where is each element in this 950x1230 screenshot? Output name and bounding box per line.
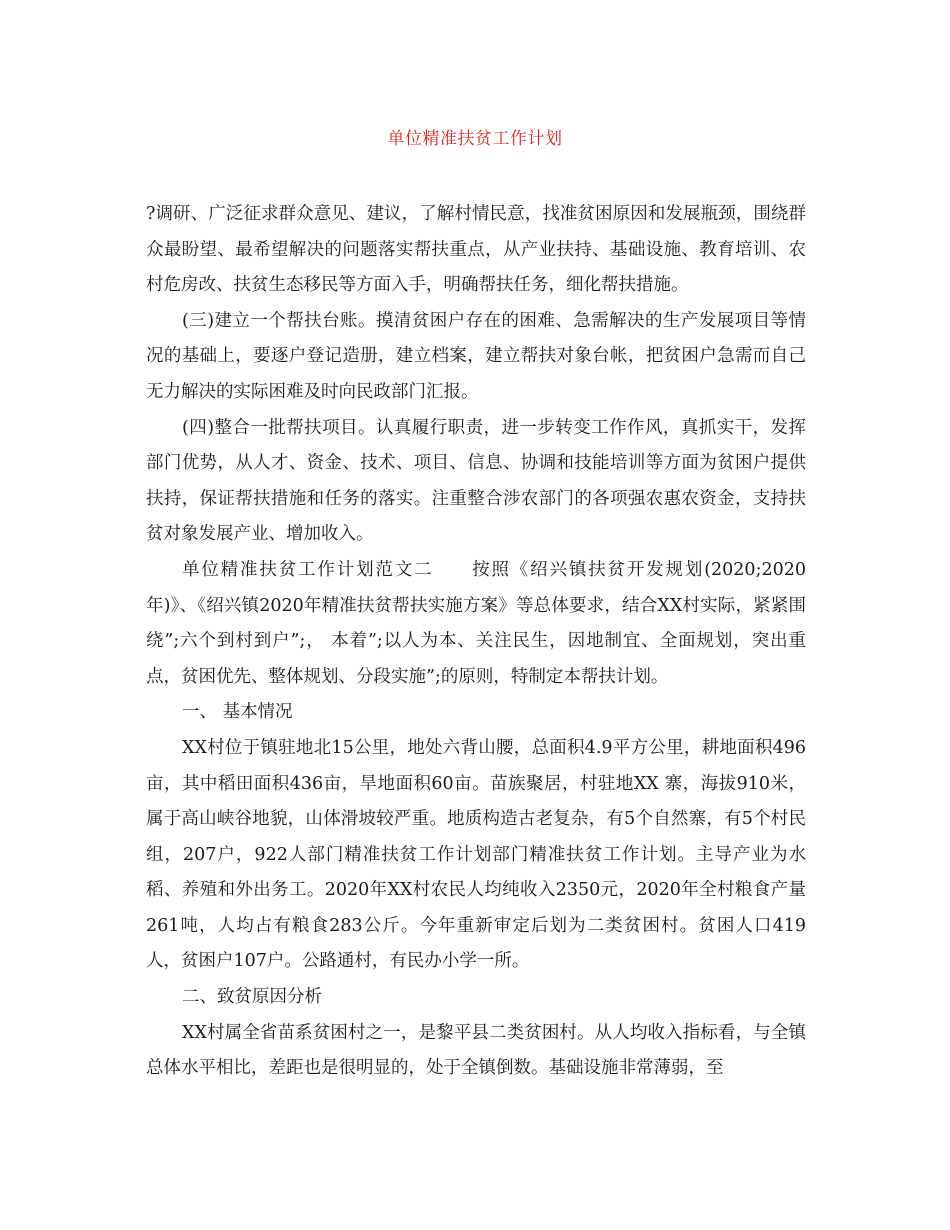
section-heading: 二、致贫原因分析 xyxy=(182,987,322,1008)
paragraph: ?调研、广泛征求群众意见、建议，了解村情民意，找准贫困原因和发展瓶颈，围绕群众最盼望、最希望解决的问题落实帮扶重点，从产业扶持、基础设施、教育培训、农村危房改、扶贫生态移民等方面入手，明确帮扶任务，细化帮扶措施。 xyxy=(146,204,806,296)
document-body xyxy=(146,197,806,1087)
section-heading: 一、 基本情况 xyxy=(182,702,293,723)
document-title: 单位精准扶贫工作计划 xyxy=(387,129,563,149)
paragraph: (四)整合一批帮扶项目。认真履行职责，进一步转变工作作风，真抓实干，发挥部门优势，从人才、资金、技术、项目、信息、协调和技能培训等方面为贫困户提供扶持，保证帮扶措施和任务的落实。注重整合涉农部门的各项强农惠农资金，支持扶贫对象发展产业、增加收入。 xyxy=(146,417,806,545)
paragraph: XX村位于镇驻地北15公里，地处六背山腰，总面积4.9平方公里，耕地面积496亩，其中稻田面积436亩，旱地面积60亩。苗族聚居，村驻地XX 寨，海拔910米，属于高山峡谷地貌，山体滑坡较严重。地质构造古老复杂，有5个自然寨，有5个村民组，207户，922人部门精准扶贫工作计划部门精准扶贫工作计划。主导产业为水稻、养殖和外出务工。2020年XX村农民人均纯收入2350元，2020年全村粮食产量261吨，人均占有粮食283公斤。今年重新审定后划为二类贫困村。贫困人口419人，贫困户107户。公路通村，有民办小学一所。 xyxy=(146,737,806,972)
paragraph: XX村属全省苗系贫困村之一，是黎平县二类贫困村。从人均收入指标看，与全镇总体水平相比，差距也是很明显的，处于全镇倒数。基础设施非常薄弱，至 xyxy=(146,1022,806,1079)
paragraph: 单位精准扶贫工作计划范文二 按照《绍兴镇扶贫开发规划(2020;2020年)》、《绍兴镇2020年精准扶贫帮扶实施方案》等总体要求，结合XX村实际，紧紧围绕”;六个到村到户”;， 本着”;以人为本、关注民生，因地制宜、全面规划，突出重点，贫困优先、整体规划、分段实施”;的原则，特制定本帮扶计划。 xyxy=(146,559,806,687)
paragraph: (三)建立一个帮扶台账。摸清贫困户存在的困难、急需解决的生产发展项目等情况的基础上，要逐户登记造册，建立档案，建立帮扶对象台帐，把贫困户急需而自己无力解决的实际困难及时向民政部门汇报。 xyxy=(146,310,806,402)
